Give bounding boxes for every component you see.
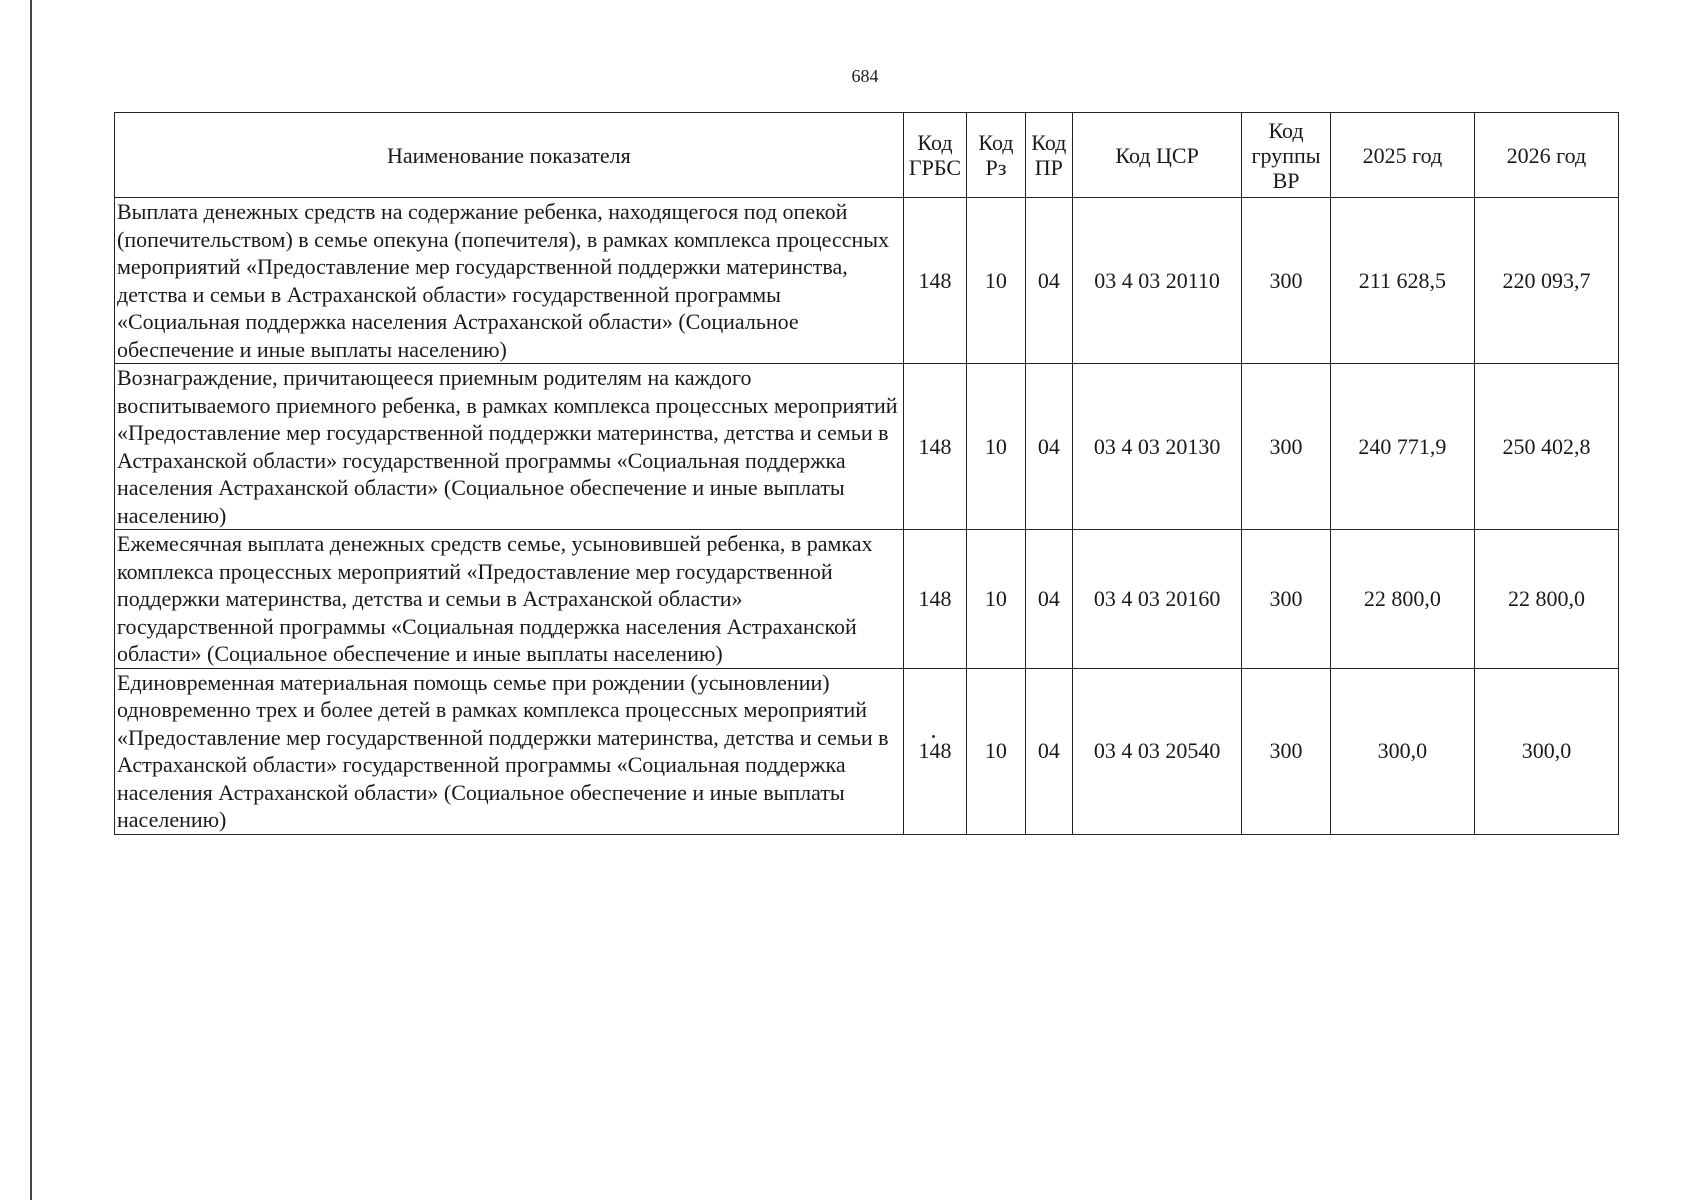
row-grbs: 148 bbox=[903, 364, 966, 530]
row-2026: 220 093,7 bbox=[1474, 198, 1618, 364]
row-vr: 300 bbox=[1242, 530, 1331, 669]
header-name: Наименование показателя bbox=[115, 113, 904, 198]
row-name: Единовременная материальная помощь семье при рождении (усыновлении) одновременно трех и более детей в рамках комплекса процессных мероприятий «Предоставление мер государственной поддержки материнства, детства и семьи в Астраханской области» государственной программы «Социальная поддержка населения Астраханской области» (Социальное обеспечение и иные выплаты населению) bbox=[115, 668, 904, 834]
row-name: Вознаграждение, причитающееся приемным родителям на каждого воспитываемого приемного ребенка, в рамках комплекса процессных мероприятий «Предоставление мер государственной поддержки материнства, детства и семьи в Астраханской области» государственной программы «Социальная поддержка населения Астраханской области» (Социальное обеспечение и иные выплаты населению) bbox=[115, 364, 904, 530]
page-number: 684 bbox=[851, 66, 879, 86]
row-2025: 22 800,0 bbox=[1330, 530, 1474, 669]
row-grbs: 148 bbox=[903, 530, 966, 669]
header-grbs: Код ГРБС bbox=[903, 113, 966, 198]
row-2025: 211 628,5 bbox=[1330, 198, 1474, 364]
row-name: Ежемесячная выплата денежных средств семье, усыновившей ребенка, в рамках комплекса процессных мероприятий «Предоставление мер государственной поддержки материнства, детства и семьи в Астраханской области» государственной программы «Социальная поддержка населения Астраханской области» (Социальное обеспечение и иные выплаты населению) bbox=[115, 530, 904, 669]
budget-table bbox=[114, 112, 1619, 835]
header-2025: 2025 год bbox=[1330, 113, 1474, 198]
row-name: Выплата денежных средств на содержание ребенка, находящегося под опекой (попечительством) в семье опекуна (попечителя), в рамках комплекса процессных мероприятий «Предоставление мер государственной поддержки материнства, детства и семьи в Астраханской области» государственной программы «Социальная поддержка населения Астраханской области» (Социальное обеспечение и иные выплаты населению) bbox=[115, 198, 904, 364]
row-rz: 10 bbox=[967, 530, 1025, 669]
table-row bbox=[115, 198, 1619, 364]
header-pr: Код ПР bbox=[1025, 113, 1072, 198]
left-margin-rule bbox=[30, 0, 32, 1200]
header-2026: 2026 год bbox=[1474, 113, 1618, 198]
row-csr: 03 4 03 20110 bbox=[1072, 198, 1241, 364]
row-rz: 10 bbox=[967, 364, 1025, 530]
header-csr: Код ЦСР bbox=[1072, 113, 1241, 198]
row-csr: 03 4 03 20540 bbox=[1072, 668, 1241, 834]
row-2026: 300,0 bbox=[1474, 668, 1618, 834]
table-header-row bbox=[115, 113, 1619, 198]
row-2025: 300,0 bbox=[1330, 668, 1474, 834]
row-grbs: 148 bbox=[903, 198, 966, 364]
table-row bbox=[115, 668, 1619, 834]
table-row bbox=[115, 364, 1619, 530]
row-csr: 03 4 03 20130 bbox=[1072, 364, 1241, 530]
row-grbs: 148 bbox=[903, 668, 966, 834]
row-csr: 03 4 03 20160 bbox=[1072, 530, 1241, 669]
row-pr: 04 bbox=[1025, 198, 1072, 364]
row-pr: 04 bbox=[1025, 364, 1072, 530]
row-pr: 04 bbox=[1025, 530, 1072, 669]
row-rz: 10 bbox=[967, 198, 1025, 364]
row-rz: 10 bbox=[967, 668, 1025, 834]
row-pr: 04 bbox=[1025, 668, 1072, 834]
row-vr: 300 bbox=[1242, 668, 1331, 834]
header-vr: Код группы ВР bbox=[1242, 113, 1331, 198]
row-2026: 250 402,8 bbox=[1474, 364, 1618, 530]
table-row bbox=[115, 530, 1619, 669]
row-vr: 300 bbox=[1242, 364, 1331, 530]
scan-speck bbox=[932, 735, 935, 738]
row-2026: 22 800,0 bbox=[1474, 530, 1618, 669]
row-vr: 300 bbox=[1242, 198, 1331, 364]
header-rz: Код Рз bbox=[967, 113, 1025, 198]
row-2025: 240 771,9 bbox=[1330, 364, 1474, 530]
